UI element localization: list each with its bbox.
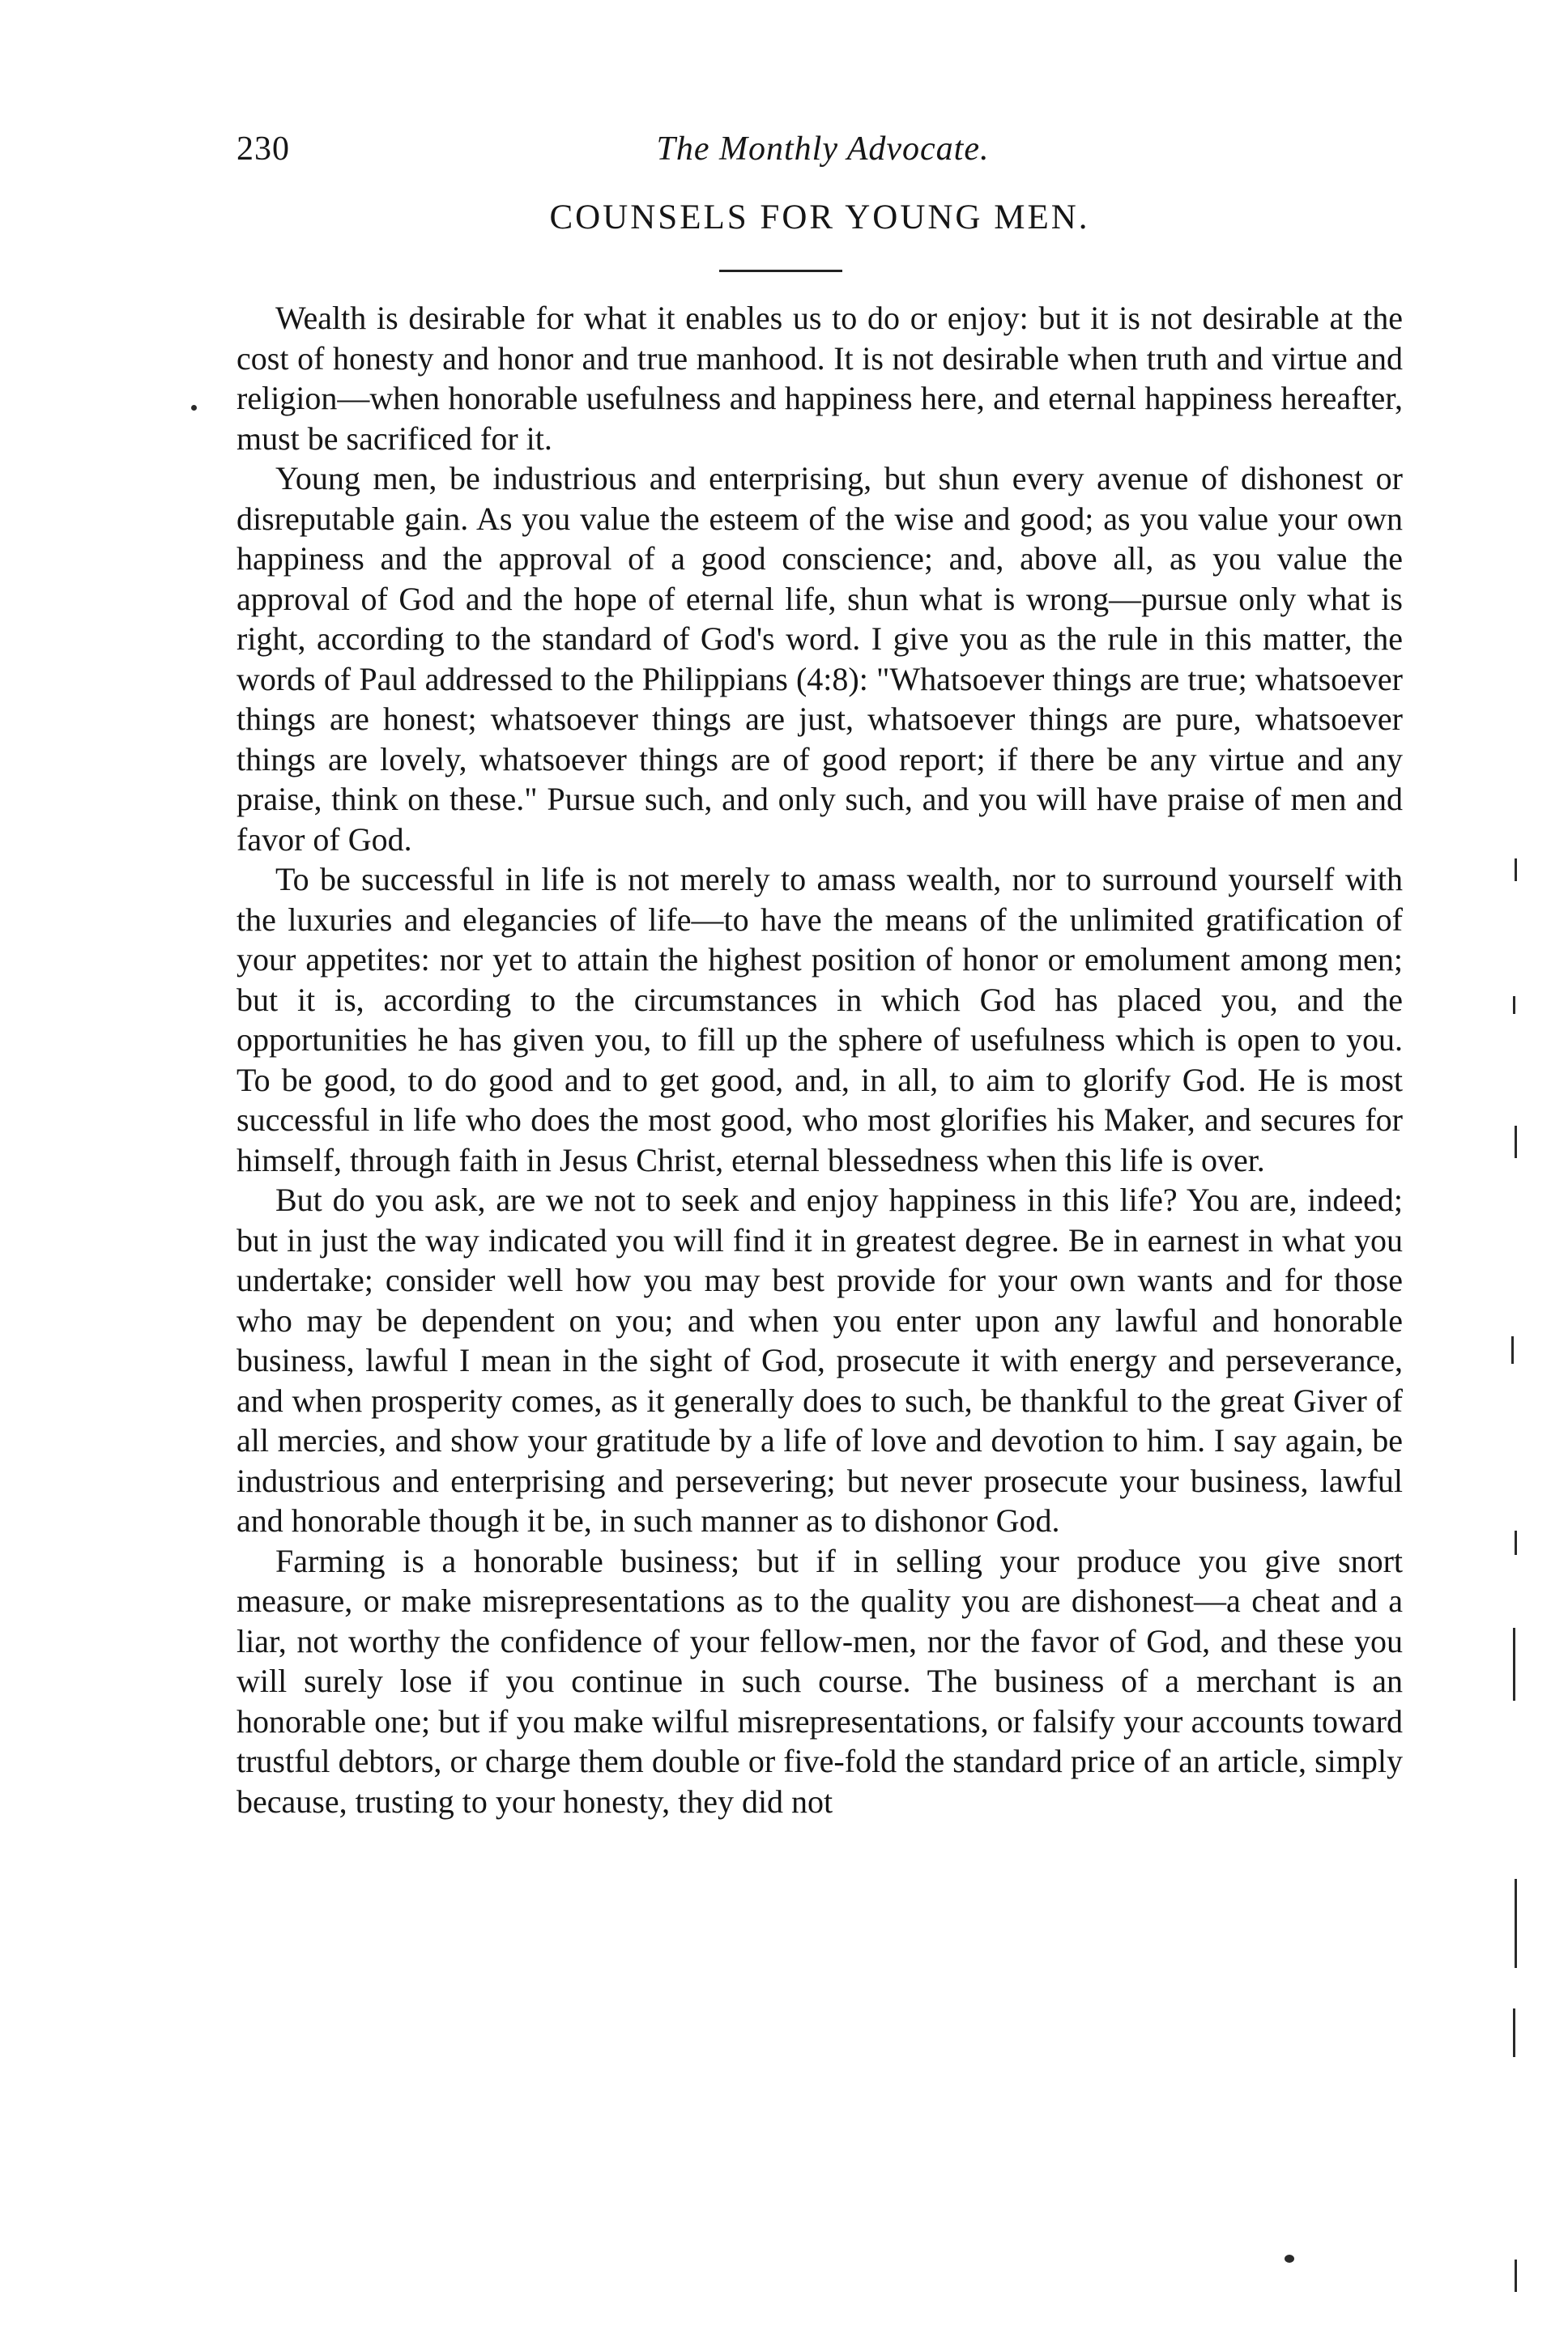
article-body [236,298,1403,1821]
edge-mark-9 [1515,2260,1517,2292]
article-title: COUNSELS FOR YOUNG MEN. [549,198,1090,236]
edge-mark-3 [1515,1126,1517,1158]
edge-mark-7 [1515,1879,1517,1968]
paragraph-1: Wealth is desirable for what it enables us to do or enjoy: but it is not desirable at the cost of honesty and honor and true manhood. It is not desirable when truth and virtue and religion—when honorable usefulness and happiness here, and eternal happiness hereafter, must be sacrificed for it. [236,300,1403,457]
edge-mark-4 [1511,1336,1514,1364]
paragraph-4: But do you ask, are we not to seek and enjoy happiness in this life? You are, indeed; but in just the way indicated you will find it in greatest degree. Be in earnest in what you undertake; consider well how you may best provide for your own wants and for those who may be dependent on you; and when you enter upon any lawful and honorable business, lawful I mean in the sight of God, prosecute it with energy and perseverance, and when prosperity comes, as it generally does to such, be thankful to the great Giver of all mercies, and show your gratitude by a life of love and devotion to him. I say again, be industrious and enterprising and persevering; but never prosecute your business, lawful and honorable though it be, in such manner as to dishonor God. [236,1182,1403,1539]
paragraph-3: To be successful in life is not merely to amass wealth, nor to surround yourself with the luxuries and elegancies of life—to have the means of the unlimited gratification of your appetites: nor yet to attain the highest position of honor or emolument among men; but it is, according to the circumstances in which God has placed you, and the opportunities he has given you, to fill up the sphere of usefulness which is open to you. To be good, to do good and to get good, and, in all, to aim to glorify God. He is most successful in life who does the most good, who most glorifies his Maker, and secures for himself, through faith in Jesus Christ, eternal blessedness when this life is over. [236,861,1403,1178]
paragraph-5: Farming is a honorable business; but if in selling your produce you give snort measure, or make misrepresentations as to the quality you are dishonest—a cheat and a liar, not worthy the confidence of your fellow-men, nor the favor of God, and these you will surely lose if you continue in such course. The business of a merchant is an honorable one; but if you make wilful misrepresentations, or falsify your accounts toward trustful debtors, or charge them double or five-fold the standard price of an article, simply because, trusting to your honesty, they did not [236,1542,1403,1820]
page-number: 230 [236,130,290,168]
journal-title: The Monthly Advocate. [656,130,990,168]
title-rule [719,270,842,272]
edge-mark-1 [1515,858,1517,881]
edge-mark-5 [1515,1531,1517,1555]
edge-mark-8 [1513,2008,1515,2057]
edge-mark-2 [1513,996,1515,1014]
paragraph-2: Young men, be industrious and enterprising, but shun every avenue of dishonest or disreputable gain. As you value the esteem of the wise and good; as you value your own happiness and the approval of a good conscience; and, above all, as you value the approval of God and the hope of eternal life, shun what is wrong—pursue only what is right, according to the standard of God's word. I give you as the rule in this matter, the words of Paul addressed to the Philippians (4:8): "Whatsoever things are true; whatsoever things are honest; whatsoever things are just, whatsoever things are pure, whatsoever things are lovely, whatsoever things are of good report; if there be any virtue and any praise, think on these." Pursue such, and only such, and you will have praise of men and favor of God. [236,460,1403,858]
footer-speck [1285,2255,1294,2263]
edge-mark-6 [1513,1628,1515,1701]
margin-speck [191,405,197,411]
running-head [236,130,1409,178]
